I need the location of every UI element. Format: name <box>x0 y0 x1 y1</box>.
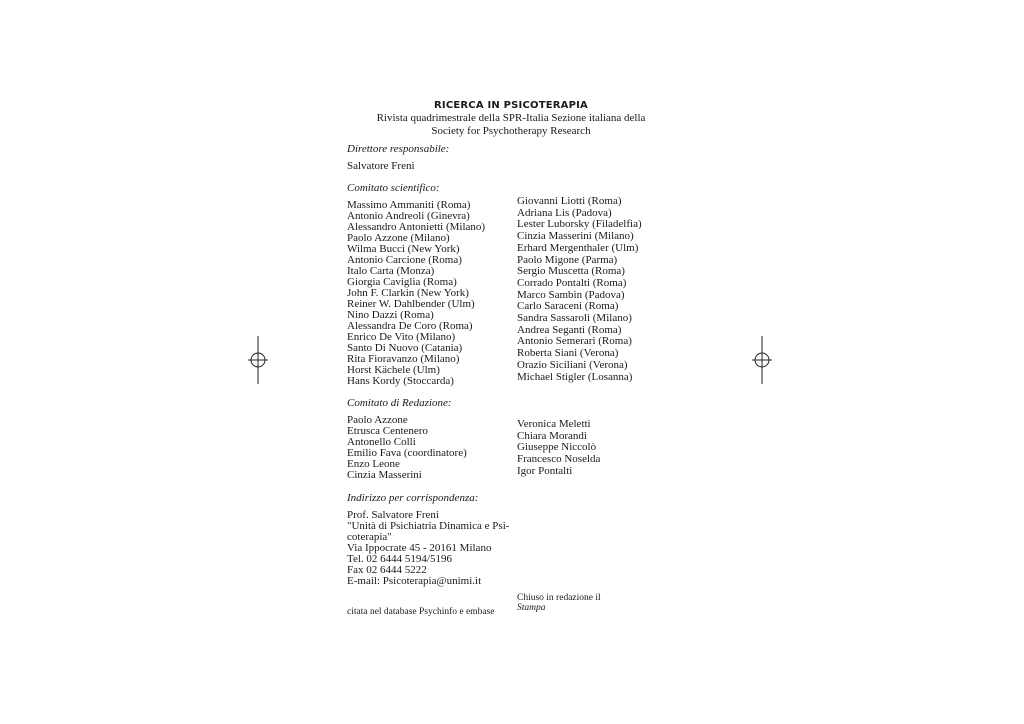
list-item: Corrado Pontalti (Roma) <box>517 276 627 289</box>
list-item: Reiner W. Dahlbender (Ulm) <box>347 298 475 310</box>
comitato-scientifico-right-list <box>517 196 642 383</box>
list-item: Etrusca Centenero <box>347 425 428 437</box>
list-item: Horst Kächele (Ulm) <box>347 364 440 376</box>
list-item: Carlo Saraceni (Roma) <box>517 300 619 313</box>
list-item: Sandra Sassaroli (Milano) <box>517 312 632 325</box>
list-item: Emilio Fava (coordinatore) <box>347 447 467 459</box>
list-item: Roberta Siani (Verona) <box>517 347 619 360</box>
list-item: Adriana Lis (Padova) <box>517 206 612 219</box>
list-item: Alessandro Antonietti (Milano) <box>347 221 486 233</box>
list-item: Marco Sambin (Padova) <box>517 288 625 301</box>
list-item: Erhard Mergenthaler (Ulm) <box>517 241 639 254</box>
registration-crosshair-icon <box>248 336 268 384</box>
list-item: Sergio Muscetta (Roma) <box>517 265 625 278</box>
comitato-redazione-left-list <box>347 415 467 481</box>
list-item: Paolo Azzone (Milano) <box>347 232 450 244</box>
list-item: Massimo Ammaniti (Roma) <box>347 199 471 211</box>
list-item: Italo Carta (Monza) <box>347 265 435 277</box>
list-item: Veronica Meletti <box>517 418 591 430</box>
list-item: Enzo Leone <box>347 458 400 470</box>
address-line: Prof. Salvatore Freni <box>347 509 439 521</box>
list-item: Chiara Morandi <box>517 429 587 442</box>
list-item: Santo Di Nuovo (Catania) <box>347 342 463 354</box>
list-item: Hans Kordy (Stoccarda) <box>347 375 454 387</box>
address-line: E-mail: Psicoterapia@unimi.it <box>347 575 482 587</box>
list-item: Igor Pontalti <box>517 464 573 477</box>
address-line: Via Ippocrate 45 - 20161 Milano <box>347 542 492 554</box>
subtitle-line: Society for Psychotherapy Research <box>431 125 591 137</box>
list-item: Wilma Bucci (New York) <box>347 243 460 255</box>
indirizzo-lines <box>347 510 509 587</box>
list-item: Lester Luborsky (Filadelfia) <box>517 218 642 231</box>
list-item: Andrea Seganti (Roma) <box>517 323 622 336</box>
registration-crosshair-icon <box>752 336 772 384</box>
direttore-label: Direttore responsabile: <box>347 143 450 155</box>
list-item: John F. Clarkin (New York) <box>347 287 469 299</box>
chiuso-redazione: Chiuso in redazione il <box>517 593 601 603</box>
comitato-scientifico-label: Comitato scientifico: <box>347 182 440 194</box>
list-item: Nino Dazzi (Roma) <box>347 309 434 321</box>
list-item: Michael Stigler (Losanna) <box>517 370 633 383</box>
journal-title: RICERCA IN PSICOTERAPIA <box>434 100 588 111</box>
list-item: Paolo Azzone <box>347 414 408 426</box>
address-line: coterapia" <box>347 531 392 543</box>
list-item: Giovanni Liotti (Roma) <box>517 195 622 207</box>
address-line: "Unità di Psichiatria Dinamica e Psi- <box>347 520 510 532</box>
list-item: Antonio Andreoli (Ginevra) <box>347 210 470 222</box>
address-line: Fax 02 6444 5222 <box>347 564 427 576</box>
list-item: Giorgia Caviglia (Roma) <box>347 276 457 288</box>
comitato-redazione-label: Comitato di Redazione: <box>347 397 452 409</box>
list-item: Giuseppe Niccolò <box>517 441 597 454</box>
direttore-name: Salvatore Freni <box>347 160 415 172</box>
list-item: Antonio Semerari (Roma) <box>517 335 632 348</box>
subtitle-line: Rivista quadrimestrale della SPR-Italia Sezione italiana della <box>376 112 646 124</box>
indirizzo-label: Indirizzo per corrispondenza: <box>347 492 479 504</box>
list-item: Cinzia Masserini (Milano) <box>517 230 634 243</box>
address-line: Tel. 02 6444 5194/5196 <box>347 553 452 565</box>
list-item: Paolo Migone (Parma) <box>517 253 618 266</box>
comitato-scientifico-left-list <box>347 200 485 387</box>
journal-subtitle <box>347 112 675 138</box>
list-item: Antonio Carcione (Roma) <box>347 254 462 266</box>
list-item: Cinzia Masserini <box>347 469 422 481</box>
comitato-redazione-right-list <box>517 419 600 478</box>
database-note: citata nel database Psychinfo e embase <box>347 607 495 617</box>
list-item: Francesco Noselda <box>517 453 601 466</box>
list-item: Enrico De Vito (Milano) <box>347 331 456 343</box>
list-item: Rita Fioravanzo (Milano) <box>347 353 460 365</box>
list-item: Alessandra De Coro (Roma) <box>347 320 473 332</box>
list-item: Orazio Siciliani (Verona) <box>517 358 628 371</box>
stampa-label: Stampa <box>517 603 546 613</box>
list-item: Antonello Colli <box>347 436 416 448</box>
